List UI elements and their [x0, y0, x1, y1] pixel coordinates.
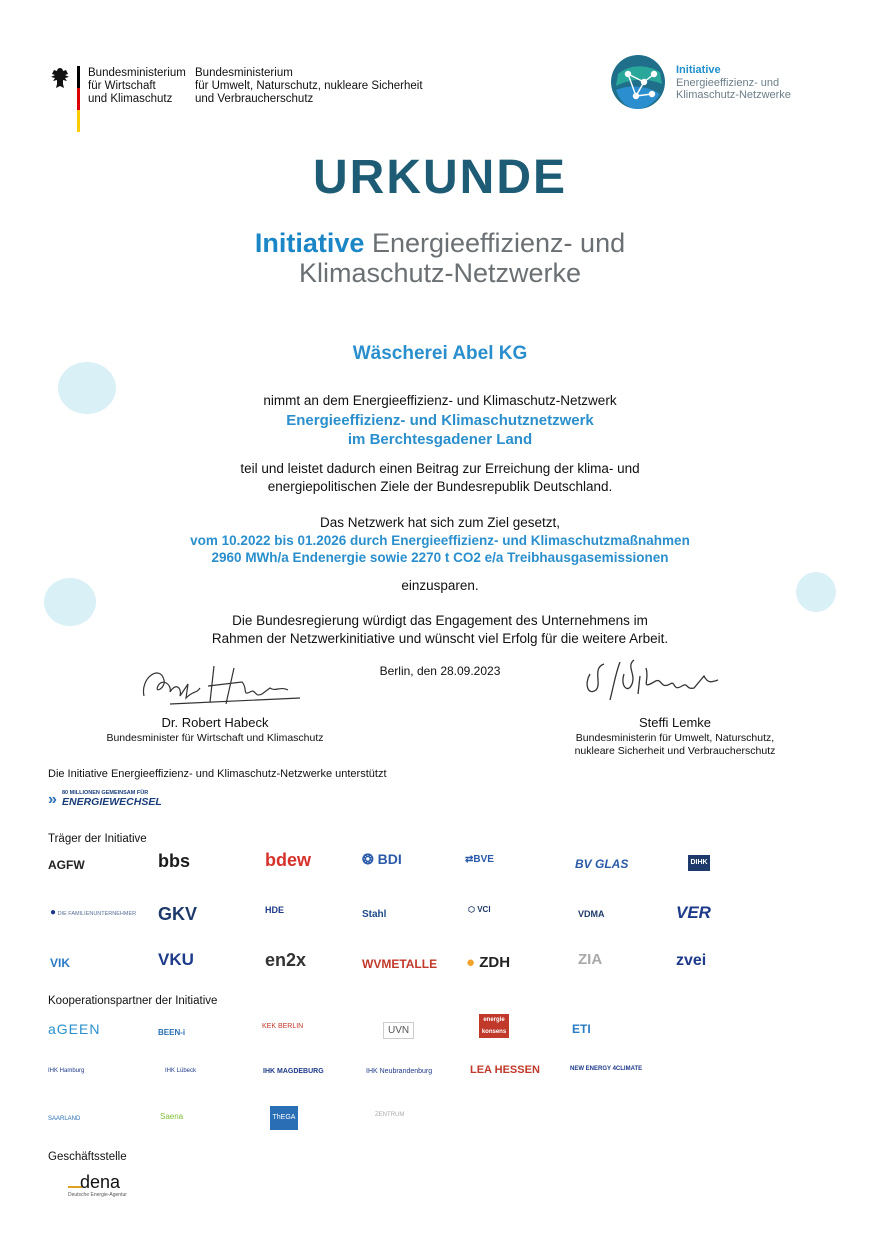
bdi-mark-icon: ❂: [362, 851, 374, 867]
logo-zentrum: ZENTRUM: [375, 1112, 405, 1118]
certificate-title: URKUNDE: [313, 151, 567, 204]
logo-agfw: AGFW: [48, 858, 85, 872]
signer-right-name: Steffi Lemke: [638, 715, 712, 730]
logo-bdi: ❂ BDI: [362, 851, 402, 867]
logo-saarland: SAARLAND: [48, 1116, 81, 1122]
logo-vci: ⬡ VCI: [468, 905, 491, 914]
section-traeger: Träger der Initiative: [48, 833, 147, 845]
signer-right-role-line2: nukleare Sicherheit und Verbraucherschutz: [574, 745, 776, 757]
ministry-bmuv: Bundesministerium für Umwelt, Naturschutz, nukleare Sicherheit und Verbraucherschutz: [195, 67, 423, 105]
logo-saena: Saena: [160, 1112, 184, 1121]
logo-zvei: zvei: [676, 952, 707, 969]
network-name-line2: im Berchtesgadener Land: [347, 431, 533, 448]
logo-ihk-magdeburg: IHK MAGDEBURG: [263, 1068, 324, 1075]
logo-ageen: aGEEN: [48, 1021, 101, 1037]
initiative-globe-logo: [610, 54, 666, 110]
logo-thega: ThEGA: [270, 1106, 298, 1130]
logo-gkv: GKV: [158, 904, 198, 924]
german-flag-bar: [77, 66, 80, 132]
logo-bve: ⇄BVE: [465, 854, 494, 865]
goal-intro: Das Netzwerk hat sich zum Ziel gesetzt,: [319, 515, 561, 530]
logo-dena: dena Deutsche Energie-Agentur: [68, 1172, 127, 1198]
logo-uvn: UVN: [383, 1022, 414, 1039]
logo-bdew: bdew: [265, 850, 312, 870]
logo-kek-berlin: KEK BERLIN: [262, 1023, 304, 1030]
network-name-line1: Energieeffizienz- und Klimaschutznetzwerk: [286, 412, 594, 429]
logo-lea-hessen: LEA HESSEN: [470, 1064, 540, 1076]
initiative-heading-line2: Klimaschutz-Netzwerke: [298, 258, 582, 288]
signature-lemke: [580, 654, 730, 710]
signer-left-name: Dr. Robert Habeck: [161, 715, 269, 730]
closing-line2: Rahmen der Netzwerkinitiative und wünscht viel Erfolg für die weitere Arbeit.: [211, 631, 669, 646]
logo-been-i: BEEN-i: [158, 1028, 186, 1037]
logo-new-energy-4climate: NEW ENERGY 4CLIMATE: [570, 1066, 643, 1072]
campaign-arrows-icon: »: [48, 791, 57, 808]
signature-habeck: [130, 658, 310, 710]
closing-line1: Die Bundesregierung würdigt das Engagement des Unternehmens im: [232, 613, 648, 628]
logo-ver: VER: [676, 903, 711, 922]
signer-right-role-line1: Bundesministerin für Umwelt, Naturschutz,: [575, 732, 775, 744]
logo-vdma: VDMA: [578, 909, 605, 919]
logo-dihk: DIHK: [688, 855, 710, 871]
signer-left-role: Bundesminister für Wirtschaft und Klimaschutz: [106, 732, 324, 744]
place-date: Berlin, den 28.09.2023: [379, 664, 501, 678]
logo-ihk-neubrandenburg: IHK Neubrandenburg: [366, 1068, 433, 1075]
logo-familienunternehmer: ● DIE FAMILIENUNTERNEHMER: [50, 907, 137, 918]
intro-text: nimmt an dem Energieeffizienz- und Klimaschutz-Netzwerk: [263, 393, 617, 408]
logo-ihk-hamburg: IHK Hamburg: [48, 1068, 85, 1074]
logo-vku: VKU: [158, 950, 194, 969]
company-name: Wäscherei Abel KG: [352, 343, 528, 364]
logo-stahl: Stahl: [362, 909, 387, 920]
logo-hde: HDE: [265, 905, 285, 915]
logo-en2x: en2x: [265, 950, 307, 970]
logo-bbs: bbs: [158, 851, 191, 871]
logo-wvmetalle: WVMETALLE: [362, 957, 438, 971]
ministry-bmwk: Bundesministerium für Wirtschaft und Klimaschutz: [88, 67, 186, 105]
logo-eti: ETI: [572, 1022, 591, 1036]
goal-line1: vom 10.2022 bis 01.2026 durch Energieeffizienz- und Klimaschutzmaßnahmen: [190, 533, 690, 548]
supported-by-text: Die Initiative Energieeffizienz- und Klimaschutz-Netzwerke unterstützt: [48, 768, 387, 780]
vci-hexagon-icon: ⬡: [468, 905, 475, 914]
initiative-logo-text: Initiative Energieeffizienz- und Klimaschutz-Netzwerke: [676, 64, 791, 101]
campaign-logo: » 80 MILLIONEN GEMEINSAM FÜR ENERGIEWECHSEL: [48, 790, 162, 808]
logo-vik: VIK: [50, 956, 71, 970]
logo-energiekonsens: energie konsens: [479, 1014, 509, 1038]
contribution-line1: teil und leistet dadurch einen Beitrag zur Erreichung der klima- und: [240, 461, 640, 476]
section-geschaeftsstelle: Geschäftsstelle: [48, 1151, 127, 1163]
save-text: einzusparen.: [401, 578, 479, 593]
federal-eagle-icon: [48, 66, 72, 90]
contribution-line2: energiepolitischen Ziele der Bundesrepublik Deutschland.: [267, 479, 613, 494]
logo-ihk-luebeck: IHK Lübeck: [165, 1068, 197, 1074]
bve-mark-icon: ⇄: [465, 854, 474, 865]
goal-line2: 2960 MWh/a Endenergie sowie 2270 t CO2 e/a Treibhausgasemissionen: [211, 550, 669, 565]
logo-bvglas: BV GLAS: [575, 857, 629, 871]
initiative-heading-line1: Initiative Energieeffizienz- und: [254, 228, 626, 258]
logo-zia: ZIA: [578, 951, 603, 968]
logo-zdh: ● ZDH: [466, 954, 511, 971]
section-kooperation: Kooperationspartner der Initiative: [48, 995, 218, 1007]
familienunternehmer-mark-icon: ●: [50, 907, 57, 918]
zdh-mark-icon: ●: [466, 954, 476, 971]
